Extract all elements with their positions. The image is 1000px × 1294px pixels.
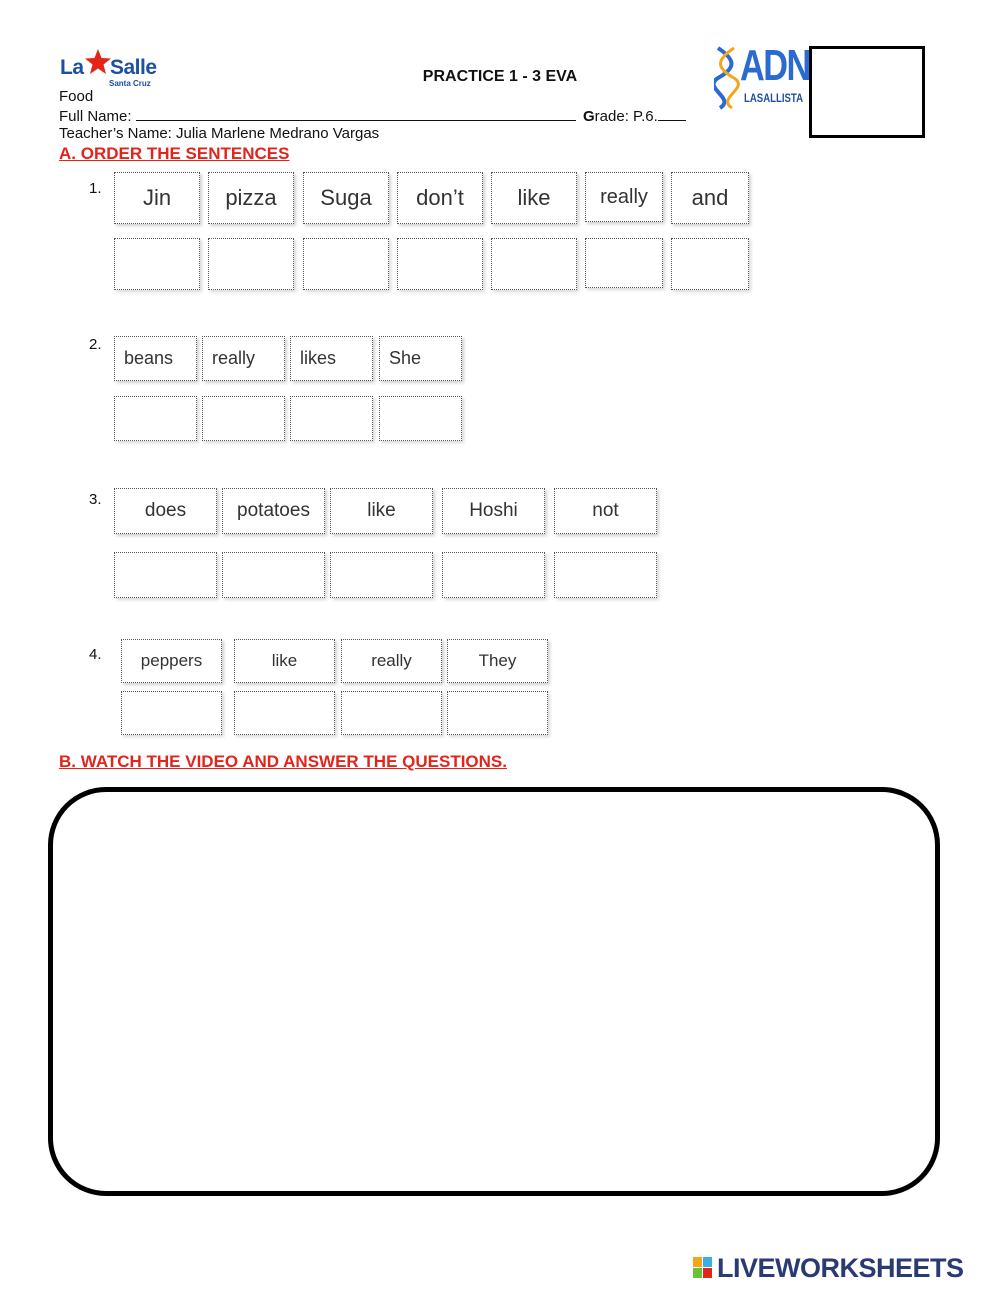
answer-slot[interactable] bbox=[379, 396, 462, 441]
adn-logo-subtext: LASALLISTA bbox=[744, 91, 804, 105]
question-number: 4. bbox=[89, 646, 102, 663]
full-name-field[interactable] bbox=[136, 106, 576, 121]
word-tile[interactable]: She bbox=[379, 336, 462, 381]
logo-subtitle: Santa Cruz bbox=[109, 79, 151, 88]
word-tile[interactable]: like bbox=[491, 172, 577, 224]
question-number: 1. bbox=[89, 180, 102, 197]
answer-slot[interactable] bbox=[447, 691, 548, 735]
answer-slot[interactable] bbox=[208, 238, 294, 290]
grade-label: rade: P.6. bbox=[594, 108, 658, 125]
word-tile[interactable]: don’t bbox=[397, 172, 483, 224]
adn-logo-text: ADN bbox=[740, 41, 810, 90]
answer-slot[interactable] bbox=[671, 238, 749, 290]
answer-slot[interactable] bbox=[121, 691, 222, 735]
word-tile[interactable]: Jin bbox=[114, 172, 200, 224]
adn-lasallista-logo bbox=[714, 41, 810, 110]
word-tile[interactable]: likes bbox=[290, 336, 373, 381]
grade-field[interactable] bbox=[658, 106, 686, 121]
liveworksheets-brand: LIVEWORKSHEETS bbox=[717, 1253, 964, 1283]
word-tile[interactable]: really bbox=[341, 639, 442, 683]
liveworksheets-icon bbox=[693, 1257, 713, 1279]
answer-slot[interactable] bbox=[114, 238, 200, 290]
answer-slot[interactable] bbox=[491, 238, 577, 290]
word-tile[interactable]: peppers bbox=[121, 639, 222, 683]
word-tile[interactable]: and bbox=[671, 172, 749, 224]
word-tile[interactable]: potatoes bbox=[222, 488, 325, 534]
full-name-line bbox=[59, 106, 576, 126]
answer-slot[interactable] bbox=[222, 552, 325, 598]
word-tile[interactable]: like bbox=[330, 488, 433, 534]
section-a-title: A. ORDER THE SENTENCES bbox=[59, 144, 290, 163]
full-name-label: Full Name: bbox=[59, 108, 132, 125]
section-b-title: B. WATCH THE VIDEO AND ANSWER THE QUESTIONS. bbox=[59, 752, 507, 771]
word-tile[interactable]: beans bbox=[114, 336, 197, 381]
word-tile[interactable]: Suga bbox=[303, 172, 389, 224]
liveworksheets-footer bbox=[693, 1254, 993, 1284]
page-title: PRACTICE 1 - 3 EVA bbox=[422, 68, 578, 85]
answer-slot[interactable] bbox=[234, 691, 335, 735]
answer-slot[interactable] bbox=[114, 552, 217, 598]
answer-slot[interactable] bbox=[202, 396, 285, 441]
question-number: 3. bbox=[89, 491, 102, 508]
video-frame[interactable] bbox=[48, 787, 940, 1196]
logo-la-text: La bbox=[60, 56, 84, 79]
logo-salle-text: Salle bbox=[110, 56, 157, 79]
word-tile[interactable]: not bbox=[554, 488, 657, 534]
answer-slot[interactable] bbox=[397, 238, 483, 290]
grade-line bbox=[583, 106, 686, 126]
word-tile[interactable]: like bbox=[234, 639, 335, 683]
question-number: 2. bbox=[89, 336, 102, 353]
word-tile[interactable]: really bbox=[202, 336, 285, 381]
answer-slot[interactable] bbox=[585, 238, 663, 288]
answer-slot[interactable] bbox=[114, 396, 197, 441]
answer-slot[interactable] bbox=[554, 552, 657, 598]
word-tile[interactable]: They bbox=[447, 639, 548, 683]
word-tile[interactable]: really bbox=[585, 172, 663, 222]
topic-label: Food bbox=[59, 88, 94, 105]
grade-stamp-box bbox=[809, 46, 925, 138]
dna-helix-icon bbox=[714, 46, 740, 110]
word-tile[interactable]: Hoshi bbox=[442, 488, 545, 534]
answer-slot[interactable] bbox=[290, 396, 373, 441]
answer-slot[interactable] bbox=[330, 552, 433, 598]
word-tile[interactable]: pizza bbox=[208, 172, 294, 224]
word-tile[interactable]: does bbox=[114, 488, 217, 534]
teacher-name: Teacher’s Name: Julia Marlene Medrano Vargas bbox=[59, 125, 380, 142]
grade-label-initial: G bbox=[583, 108, 595, 125]
answer-slot[interactable] bbox=[442, 552, 545, 598]
answer-slot[interactable] bbox=[341, 691, 442, 735]
answer-slot[interactable] bbox=[303, 238, 389, 290]
